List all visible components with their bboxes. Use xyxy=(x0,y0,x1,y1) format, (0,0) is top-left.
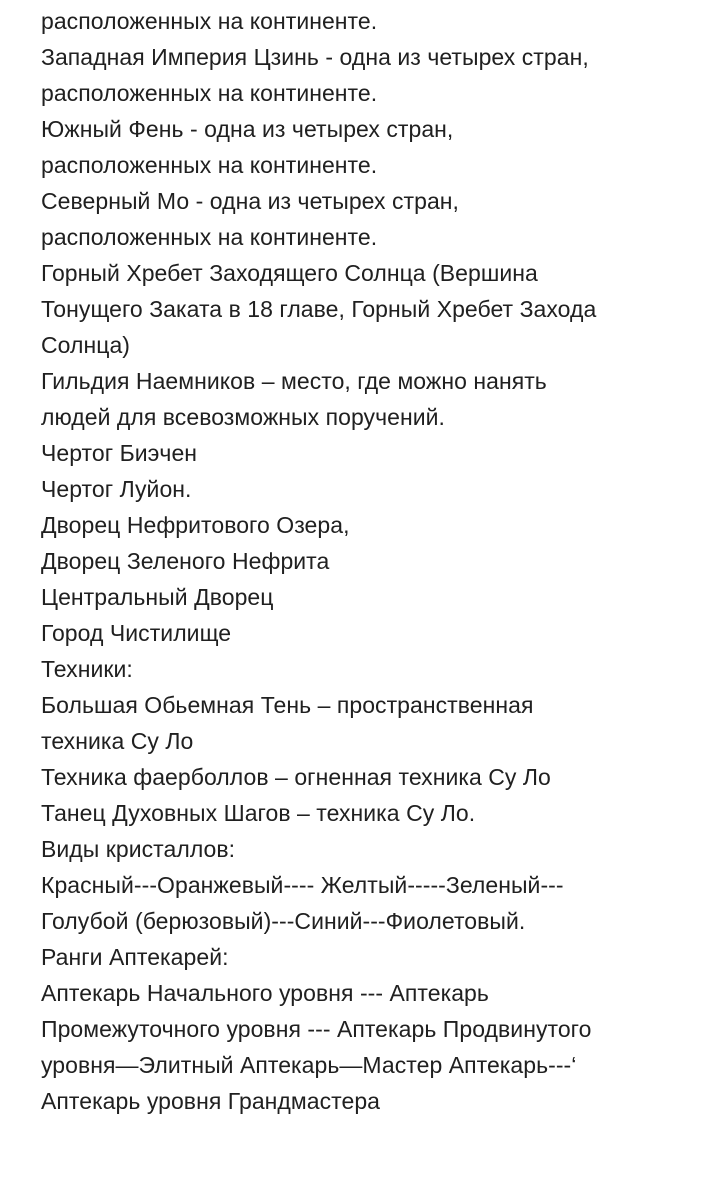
text-line: Чертог Луйон. xyxy=(41,476,192,502)
text-line: Южный Фень - одна из четырех стран, xyxy=(41,116,454,142)
text-line: Центральный Дворец xyxy=(41,584,274,610)
text-line: Промежуточного уровня --- Аптекарь Продвинутого xyxy=(41,1016,592,1042)
text-line: уровня—Элитный Аптекарь—Мастер Аптекарь---‘ xyxy=(41,1052,577,1078)
text-line: Солнца) xyxy=(41,332,130,358)
text-line: Техника фаерболлов – огненная техника Су Ло xyxy=(41,764,551,790)
text-line: расположенных на континенте. xyxy=(41,224,378,250)
text-line: людей для всевозможных поручений. xyxy=(41,404,445,430)
text-line: расположенных на континенте. xyxy=(41,8,378,34)
text-line: Большая Обьемная Тень – пространственная xyxy=(41,692,534,718)
text-line: Северный Мо - одна из четырех стран, xyxy=(41,188,459,214)
text-line: Гильдия Наемников – место, где можно нанять xyxy=(41,368,547,394)
text-line: техника Су Ло xyxy=(41,728,194,754)
text-line: Ранги Аптекарей: xyxy=(41,944,229,970)
document-text xyxy=(41,3,701,1119)
text-line: Виды кристаллов: xyxy=(41,836,236,862)
text-line: расположенных на континенте. xyxy=(41,152,378,178)
text-line: Аптекарь Начального уровня --- Аптекарь xyxy=(41,980,489,1006)
text-line: Город Чистилище xyxy=(41,620,232,646)
text-line: Дворец Нефритового Озера, xyxy=(41,512,350,538)
text-line: Аптекарь уровня Грандмастера xyxy=(41,1088,380,1114)
text-line: Дворец Зеленого Нефрита xyxy=(41,548,330,574)
text-line: Голубой (берюзовый)---Синий---Фиолетовый. xyxy=(41,908,526,934)
text-line: Танец Духовных Шагов – техника Су Ло. xyxy=(41,800,476,826)
text-line: Техники: xyxy=(41,656,133,682)
text-line: расположенных на континенте. xyxy=(41,80,378,106)
text-line: Красный---Оранжевый---- Желтый-----Зеленый--- xyxy=(41,872,564,898)
text-line: Западная Империя Цзинь - одна из четырех стран, xyxy=(41,44,589,70)
text-line: Чертог Биэчен xyxy=(41,440,198,466)
text-line: Горный Хребет Заходящего Солнца (Вершина xyxy=(41,260,538,286)
text-line: Тонущего Заката в 18 главе, Горный Хребет Захода xyxy=(41,296,597,322)
